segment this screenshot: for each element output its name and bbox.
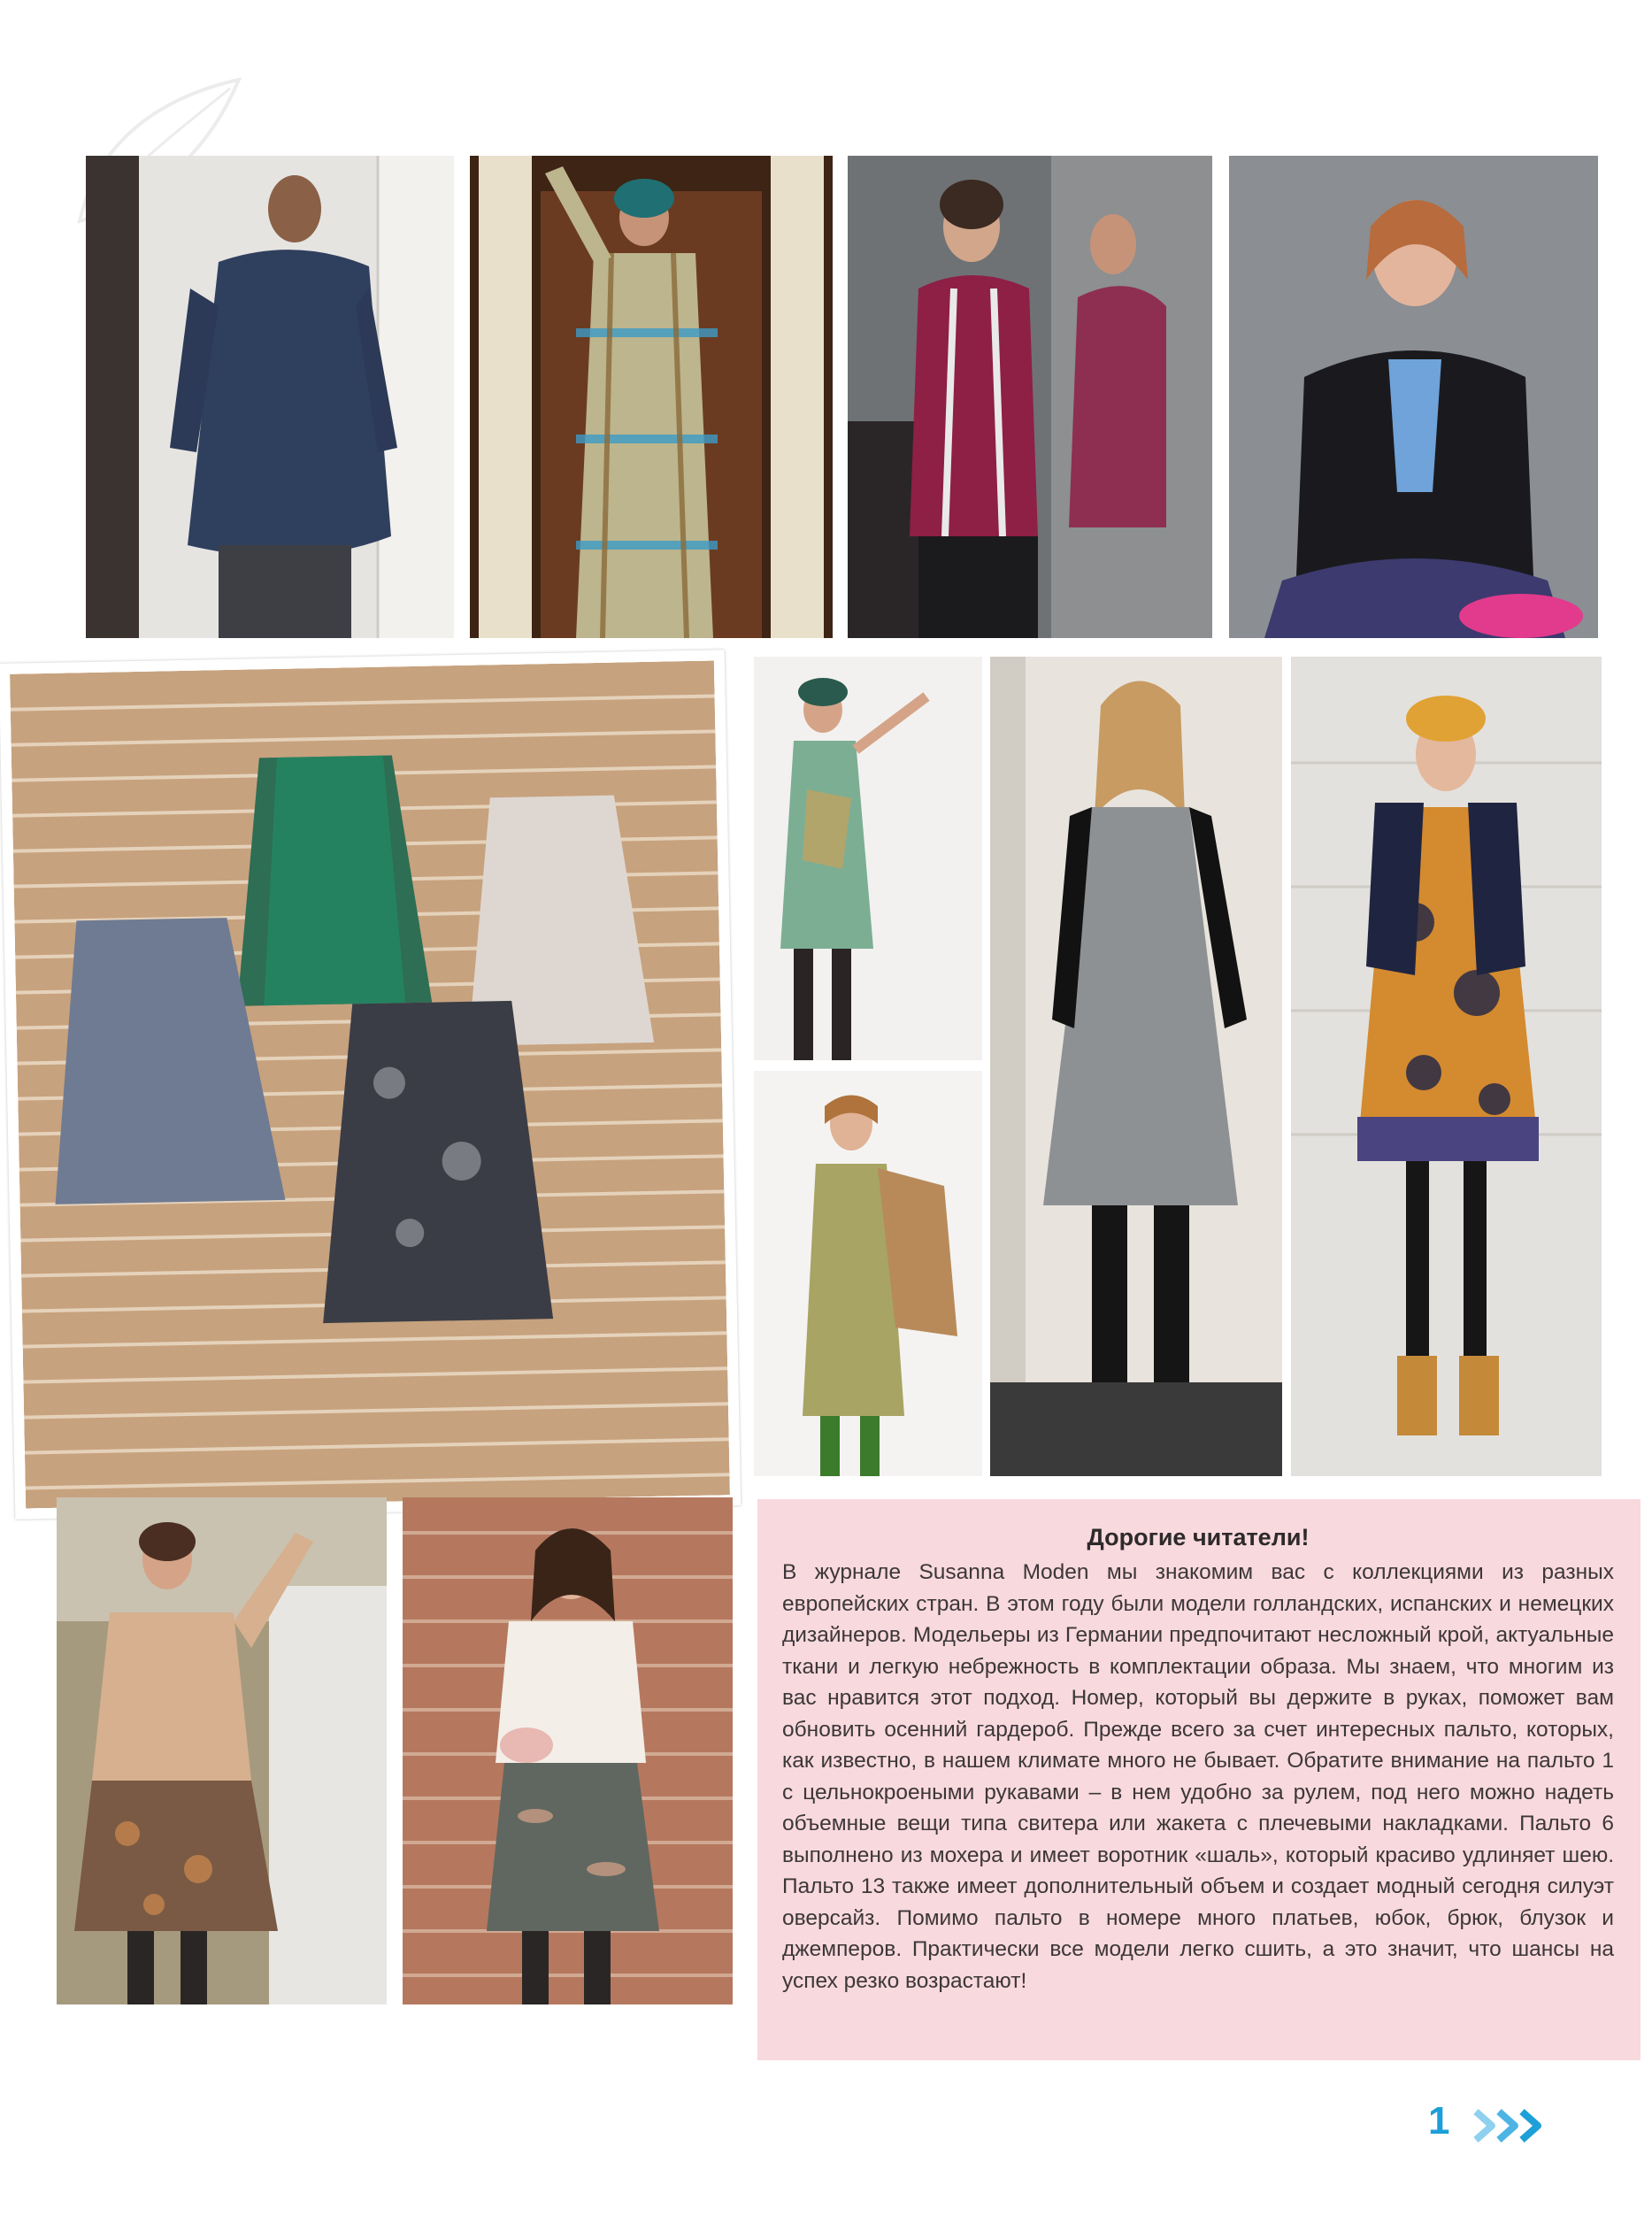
photo-beige-sweater-skirt [57,1497,387,2004]
photo-print-dress-green-cap [754,657,982,1060]
double-chevron-right-icon[interactable] [1472,2108,1554,2143]
photo-plaid-coat [470,156,833,638]
photo-orange-floral-dress [1291,657,1602,1476]
photo-velvet-blazer [1229,156,1598,638]
photo-bird-print-skirt [403,1497,733,2004]
editorial-letter [757,1499,1640,2060]
photo-print-dress-coat [754,1071,982,1476]
letter-body: В журнале Susanna Moden мы знакомим вас с коллекциями из разных европейских стран. В этом году были модели голландских, испанских и немецких дизайнеров. Модельеры из Германии предпочитают несложный крой, актуальные ткани и легкую небрежность в комплектации образа. Мы знаем, что многим из вас нравится этот подход. Номер, который вы держите в руках, поможет вам обновить осенний гардероб. Прежде всего за счет интересных пальто, которых, как известно, в нашем климате много не бывает. Обратите внимание на пальто 1 с цельнокроеными рукавами – в нем удобно за рулем, под него можно надеть объемные вещи типа свитера или жакета с плечевыми накладками. Пальто 6 выполнено из мохера и имеет воротник «шаль», который красиво удлиняет шею. Пальто 13 также имеет дополнительный объем и создает модный сегодня силуэт оверсайз. Помимо пальто в номере много платьев, юбок, брюк, блузок и джемперов. Практически все модели легко сшить, а это значит, что шансы на успех резко возрастают! [782,1560,1614,1993]
photo-grey-pinafore-dress [990,657,1282,1476]
photo-boucle-jacket [848,156,1212,638]
photo-blouses-on-brick-wall [0,650,741,1520]
photo-navy-coat [86,156,454,638]
page-number: 1 [1428,2099,1450,2143]
letter-heading: Дорогие читатели! [1087,1524,1310,1550]
